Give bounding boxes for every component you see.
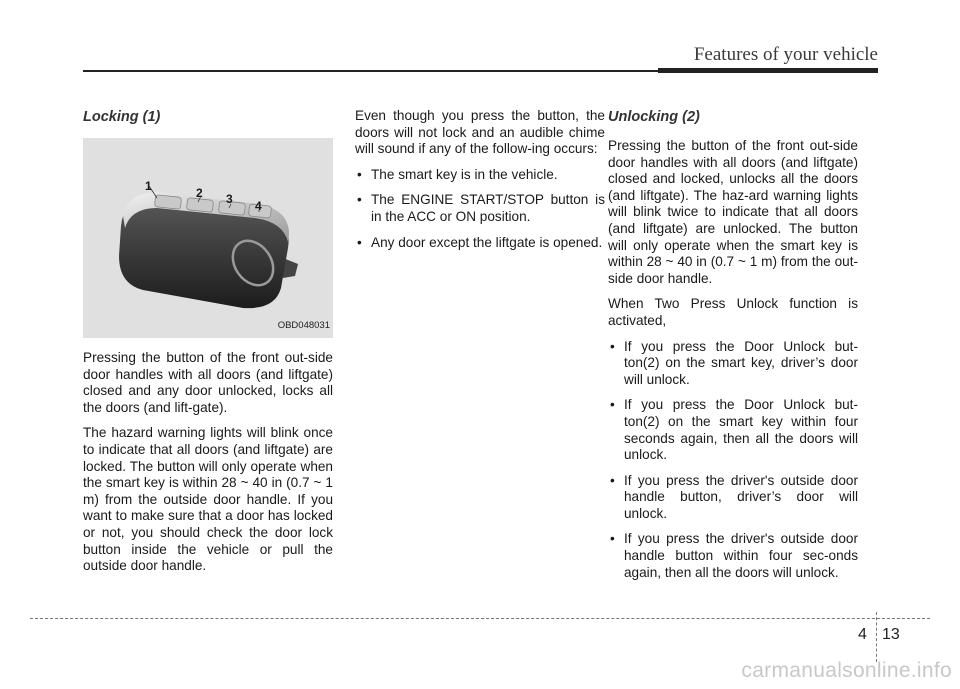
- figure-code: OBD048031: [277, 320, 330, 332]
- bullet-icon: •: [610, 397, 615, 413]
- column-unlocking: [608, 108, 858, 590]
- list-item: [355, 192, 605, 225]
- paragraph: Pressing the button of the front out-side door handles with all doors (and liftgate) closed and locked, unlocks all the doors (and liftgate). The haz-ard warning lights will blink twice to indicate that all doors (and liftgate) are unlocked. The button will only operate when the smart key is within 28 ~ 40 in (0.7 ~ 1 m) from the out-side door handle.: [608, 138, 858, 286]
- list-item: [608, 531, 858, 581]
- page-number: 13: [882, 626, 900, 643]
- footer-divider: [876, 612, 877, 662]
- bullet-icon: •: [357, 166, 362, 182]
- list-item: [608, 473, 858, 523]
- header-title: Features of your vehicle: [693, 44, 878, 65]
- callout-3: 3: [226, 192, 233, 206]
- watermark: carmanualsonline.info: [741, 659, 952, 682]
- list-item-text: If you press the Door Unlock but-ton(2) on the smart key within four seconds again, then all the doors will unlock.: [624, 397, 858, 463]
- list-item: [355, 235, 605, 252]
- column-lock-conditions: [355, 108, 605, 260]
- callout-2: 2: [196, 186, 203, 200]
- list-item-text: If you press the driver's outside door handle button, driver’s door will unlock.: [624, 472, 858, 521]
- bullet-icon: •: [357, 192, 362, 208]
- list-item-text: The smart key is in the vehicle.: [371, 166, 558, 182]
- bullet-icon: •: [357, 234, 362, 250]
- list-item: [608, 397, 858, 463]
- column-locking: [83, 108, 333, 584]
- bullet-icon: •: [610, 338, 615, 354]
- section-heading-locking: Locking (1): [83, 109, 161, 125]
- condition-list: [355, 167, 605, 251]
- chapter-number: 4: [858, 626, 867, 643]
- bullet-icon: •: [610, 472, 615, 488]
- unlock-list: [608, 339, 858, 582]
- list-item-text: If you press the Door Unlock but-ton(2) on the smart key, driver’s door will unlock.: [624, 338, 858, 387]
- paragraph: Pressing the button of the front out-side door handles with all doors (and liftgate) closed and any door unlocked, locks all the doors (and lift-gate).: [83, 350, 333, 415]
- callout-1: 1: [145, 179, 152, 193]
- paragraph: Even though you press the button, the doors will not lock and an audible chime will sound if any of the follow-ing occurs:: [355, 108, 605, 157]
- section-heading-unlocking: Unlocking (2): [608, 109, 700, 125]
- smart-key-figure: [83, 138, 333, 338]
- smart-key-illustration: [83, 138, 333, 338]
- list-item: [355, 167, 605, 184]
- list-item-text: The ENGINE START/STOP button is in the ACC or ON position.: [371, 192, 605, 224]
- header-rule-accent: [658, 68, 878, 73]
- list-item-text: If you press the driver's outside door handle button within four sec-onds again, then all the doors will unlock.: [624, 531, 858, 580]
- list-item: [608, 339, 858, 389]
- footer-rule: [30, 618, 930, 619]
- paragraph: When Two Press Unlock function is activated,: [608, 296, 858, 328]
- bullet-icon: •: [610, 531, 615, 547]
- paragraph: The hazard warning lights will blink once to indicate that all doors (and liftgate) are locked. The button will only operate when the smart key is within 28 ~ 40 in (0.7 ~ 1 m) from the outside door handle. If you want to make sure that a door has locked or not, you should check the door lock button inside the vehicle or pull the outside door handle.: [83, 425, 333, 574]
- list-item-text: Any door except the liftgate is opened.: [371, 234, 603, 250]
- callout-4: 4: [255, 199, 262, 213]
